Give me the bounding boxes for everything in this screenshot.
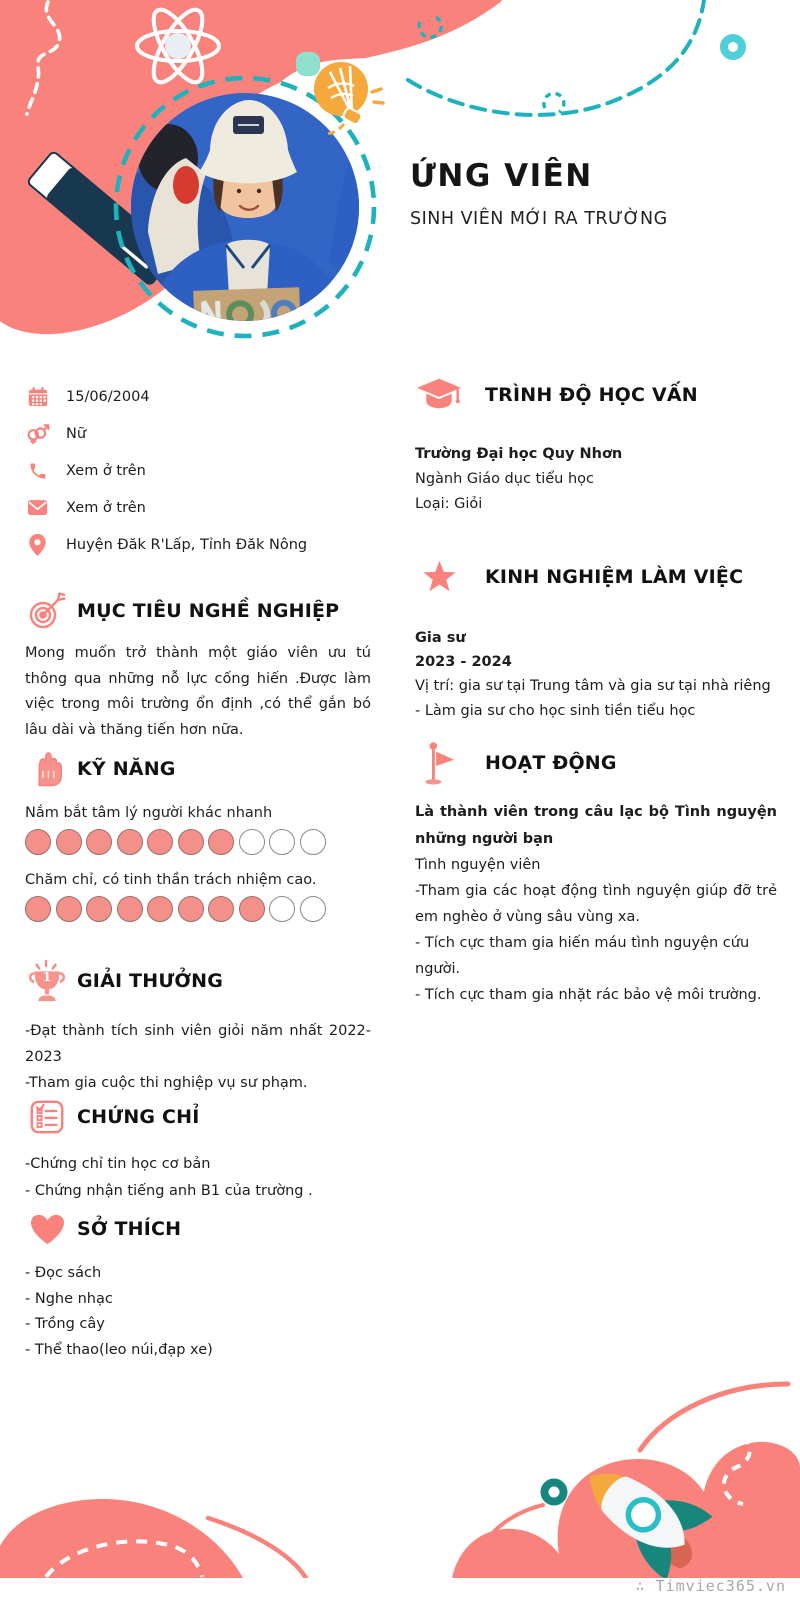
- skill-dots: [25, 829, 371, 855]
- graduation-cap-icon: [415, 377, 463, 413]
- skill-dot: [300, 829, 326, 855]
- info-row-email: [25, 489, 371, 526]
- gender-value: Nữ: [66, 425, 87, 442]
- target-icon: [25, 591, 69, 631]
- page-title: ỨNG VIÊN: [410, 158, 593, 194]
- objective-section: [25, 588, 371, 743]
- activity-line: - Tích cực tham gia nhặt rác bảo vệ môi trường.: [415, 987, 762, 1003]
- experience-line: Vị trí: gia sư tại Trung tâm và gia sư tại nhà riêng: [415, 678, 771, 694]
- skill-dot: [269, 829, 295, 855]
- skill-dot: [178, 896, 204, 922]
- skill-dot: [86, 896, 112, 922]
- skill-dot: [147, 896, 173, 922]
- hand-icon: [25, 750, 69, 788]
- hobby-line: - Đọc sách: [25, 1265, 102, 1281]
- education-school: Trường Đại học Quy Nhơn: [415, 446, 623, 462]
- calendar-icon: [25, 386, 50, 408]
- title-block: [410, 158, 668, 229]
- education-major: Ngành Giáo dục tiểu học: [415, 471, 594, 487]
- education-section: [415, 372, 777, 517]
- skill-dot: [56, 896, 82, 922]
- certificates-section: [25, 1094, 371, 1205]
- phone-icon: [25, 461, 50, 481]
- info-row-phone: [25, 452, 371, 489]
- certificates-heading: CHỨNG CHỈ: [77, 1106, 200, 1128]
- skill-dot: [56, 829, 82, 855]
- education-grade: Loại: Giỏi: [415, 496, 483, 512]
- teal-donut: [724, 38, 742, 56]
- skill-dot: [239, 829, 265, 855]
- experience-section: [415, 554, 777, 724]
- phone-value: Xem ở trên: [66, 462, 146, 479]
- skill-label: Chăm chỉ, có tinh thần trách nhiệm cao.: [25, 872, 317, 888]
- star-icon: [415, 559, 463, 595]
- hobbies-heading: SỞ THÍCH: [77, 1218, 182, 1240]
- skill-dots: [25, 896, 371, 922]
- experience-heading: KINH NGHIỆM LÀM VIỆC: [485, 566, 744, 588]
- heart-icon: [25, 1213, 69, 1246]
- skill-label: Nắm bắt tâm lý người khác nhanh: [25, 805, 273, 821]
- awards-section: [25, 956, 371, 1096]
- trophy-icon: [25, 957, 69, 1005]
- skill-dot: [208, 896, 234, 922]
- hobby-line: - Thể thao(leo núi,đạp xe): [25, 1341, 213, 1358]
- footer-decoration: [0, 1340, 800, 1578]
- skill-dot: [117, 829, 143, 855]
- page-subtitle: SINH VIÊN MỚI RA TRƯỜNG: [410, 209, 668, 229]
- award-line: -Tham gia cuộc thi nghiệp vụ sư phạm.: [25, 1075, 308, 1091]
- coral-dome-bottom-left: [0, 1499, 243, 1578]
- hobby-line: - Nghe nhạc: [25, 1290, 113, 1307]
- birthday-value: 15/06/2004: [66, 388, 150, 405]
- skill-dot: [86, 829, 112, 855]
- info-row-birthday: [25, 378, 371, 415]
- checklist-icon: [25, 1098, 69, 1136]
- info-row-gender: [25, 415, 371, 452]
- email-icon: [25, 499, 50, 516]
- skill-dot: [117, 896, 143, 922]
- activity-line: Tình nguyện viên: [415, 857, 541, 873]
- skill-dot: [300, 896, 326, 922]
- watermark: ∴ Timviec365.vn: [635, 1577, 786, 1595]
- skill-dot: [208, 829, 234, 855]
- activities-heading: HOẠT ĐỘNG: [485, 752, 617, 774]
- objective-heading: MỤC TIÊU NGHỀ NGHIỆP: [77, 600, 340, 622]
- svg-text:1: 1: [42, 969, 52, 984]
- teal-curl-2: [544, 93, 564, 112]
- flag-icon: [415, 740, 463, 786]
- education-heading: TRÌNH ĐỘ HỌC VẤN: [485, 384, 698, 406]
- experience-role: Gia sư: [415, 630, 466, 646]
- email-value: Xem ở trên: [66, 499, 146, 516]
- skill-dot: [239, 896, 265, 922]
- address-value: Huyện Đăk R'Lấp, Tỉnh Đăk Nông: [66, 536, 308, 553]
- skill-dot: [25, 896, 51, 922]
- objective-text: Mong muốn trở thành một giáo viên ưu tú thông qua những nỗ lực cống hiến .Được làm việc trong môi trường ổn định ,có thể gắn bó lâu dài và thăng tiến hơn nữa.: [25, 645, 371, 738]
- certificate-line: - Chứng nhận tiếng anh B1 của trường .: [25, 1183, 313, 1199]
- hobby-line: - Trồng cây: [25, 1316, 105, 1332]
- skill-dot: [178, 829, 204, 855]
- activity-line: - Tích cực tham gia hiến máu tình nguyện cứu người.: [415, 935, 750, 977]
- personal-info-section: [25, 378, 371, 563]
- teal-donut-footer: [545, 1483, 564, 1502]
- experience-period: 2023 - 2024: [415, 654, 512, 670]
- certificate-line: -Chứng chỉ tin học cơ bản: [25, 1156, 211, 1172]
- award-line: -Đạt thành tích sinh viên giỏi năm nhất 2022-2023: [25, 1023, 371, 1065]
- info-row-address: [25, 526, 371, 563]
- activities-title: Là thành viên trong câu lạc bộ Tình nguyện những người bạn: [415, 804, 777, 847]
- skill-dot: [25, 829, 51, 855]
- experience-line: - Làm gia sư cho học sinh tiền tiểu học: [415, 703, 696, 719]
- gender-icon: [25, 423, 50, 445]
- activity-line: -Tham gia các hoạt động tình nguyện giúp đỡ trẻ em nghèo ở vùng sâu vùng xa.: [415, 883, 777, 925]
- location-icon: [25, 534, 50, 556]
- skill-dot: [269, 896, 295, 922]
- skills-section: [25, 746, 371, 922]
- activities-section: [415, 740, 777, 1008]
- skills-heading: KỸ NĂNG: [77, 758, 176, 780]
- awards-heading: GIẢI THƯỞNG: [77, 970, 224, 992]
- header-decoration: [0, 0, 800, 352]
- skill-dot: [147, 829, 173, 855]
